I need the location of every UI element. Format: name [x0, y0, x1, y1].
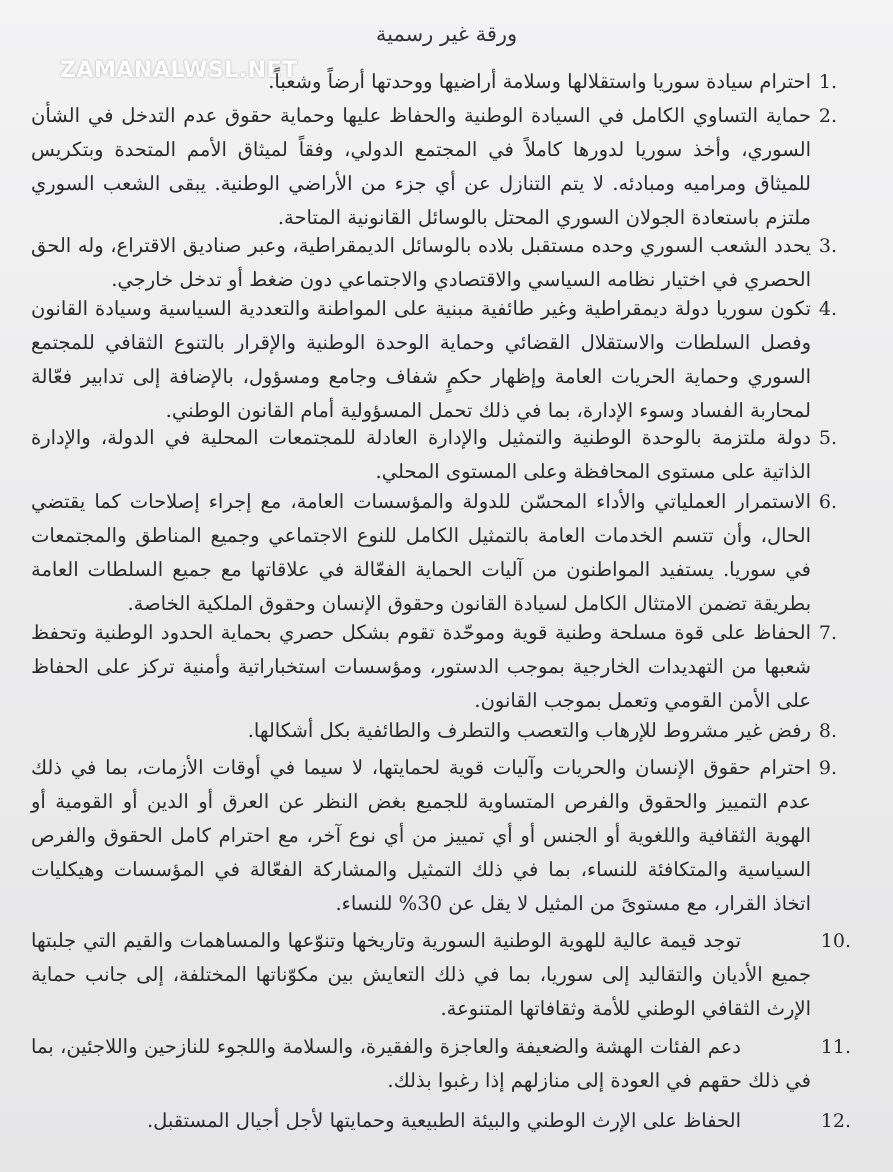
- item-text: رفض غير مشروط للإرهاب والتعصب والتطرف والطائفية بكل أشكالها.: [247, 719, 811, 742]
- item-number: 5.: [818, 427, 837, 449]
- item-text: الحفاظ على قوة مسلحة وطنية قوية وموحّدة تقوم بشكل حصري بحماية الحدود الوطنية وتحفظ شعبها من التهديدات الخارجية بموجب الدستور، ومؤسسات استخباراتية وأمنية تركز على الحفاظ على الأمن القومي وتعمل بموجب القانون.: [31, 621, 811, 712]
- item-number: 6.: [818, 491, 837, 513]
- item-text: توجد قيمة عالية للهوية الوطنية السورية وتاريخها وتنوّعها والمساهمات والقيم التي جلبتها جميع الأديان والتقاليد إلى سوريا، بما في ذلك التعايش بين مكوّناتها المختلفة، إلى جانب حماية الإرث الثقافي الوطني للأمة وثقافاتها المتنوعة.: [31, 929, 811, 1020]
- item-text: دولة ملتزمة بالوحدة الوطنية والتمثيل والإدارة العادلة للمجتمعات المحلية في الدولة، والإدارة الذاتية على مستوى المحافظة وعلى المستوى المحلي.: [31, 426, 811, 483]
- item-text: احترام حقوق الإنسان والحريات وآليات قوية لحمايتها، لا سيما في أوقات الأزمات، بما في ذلك عدم التمييز والحقوق والفرص المتساوية للجميع بغض النظر عن العرق أو الدين أو القومية أو الهوية الثقافية واللغوية أو الجنس أو أي تمييز من أي نوع آخر، مع احترام كامل الحقوق والفرص السياسية والمتكافئة للنساء، بما في ذلك التمثيل والمشاركة الفعّالة في المؤسسات وهيكليات اتخاذ القرار، مع مستوىً من المثيل لا يقل عن 30% للنساء.: [31, 756, 811, 915]
- item-number: 1.: [818, 71, 837, 93]
- item-number: 9.: [818, 757, 837, 779]
- item-number: 8.: [818, 720, 837, 742]
- item-text: تكون سوريا دولة ديمقراطية وغير طائفية مبنية على المواطنة والتعددية السياسية وسيادة القانون وفصل السلطات والاستقلال القضائي وحماية الوحدة الوطنية والإقرار بالتنوع الثقافي للمجتمع السوري وحماية الحريات العامة وإظهار حكمٍ شفاف وجامع ومسؤول، بالإضافة إلى تدابير فعّالة لمحاربة الفساد وسوء الإدارة، بما في ذلك تحمل المسؤولية أمام القانون الوطني.: [31, 297, 811, 422]
- document-title: ورقة غير رسمية: [375, 22, 518, 46]
- item-number: 4.: [818, 298, 837, 320]
- watermark-logo: ZAMANALWSL.NET: [60, 58, 298, 83]
- item-number: 7.: [818, 622, 837, 644]
- item-text: احترام سيادة سوريا واستقلالها وسلامة أراضيها ووحدتها أرضاً وشعباً.: [268, 70, 811, 93]
- item-text: يحدد الشعب السوري وحده مستقبل بلاده بالوسائل الديمقراطية، وعبر صناديق الاقتراع، وله الحق الحصري في اختيار نظامه السياسي والاقتصادي والاجتماعي دون ضغط أو تدخل خارجي.: [31, 234, 811, 291]
- item-text: الاستمرار العملياتي والأداء المحسّن للدولة والمؤسسات العامة، مع إجراء إصلاحات كما يقتضي الحال، وأن تتسم الخدمات العامة بالتمثيل الكامل للنوع الاجتماعي وجميع المناطق والمجتمعات في سوريا. يستفيد المواطنون من آليات الحماية الفعّالة في علاقاتها مع جميع السلطات العامة بطريقة تضمن الامتثال الكامل لسيادة القانون وحقوق الإنسان وحقوق الملكية الخاصة.: [31, 490, 811, 615]
- item-text: حماية التساوي الكامل في السيادة الوطنية والحفاظ عليها وحماية حقوق عدم التدخل في الشأن السوري، وأخذ سوريا لدورها كاملاً في المجتمع الدولي، وفقاً لميثاق الأمم المتحدة وبتكريس للميثاق ومراميه ومبادئه. لا يتم التنازل عن أي جزء من الأراضي الوطنية. يبقى الشعب السوري ملتزم باستعادة الجولان السوري المحتل بالوسائل القانونية المتاحة.: [31, 104, 811, 229]
- item-number: 3.: [818, 235, 837, 257]
- item-number: 10.: [820, 930, 851, 952]
- item-number: 12.: [820, 1110, 851, 1132]
- item-text: الحفاظ على الإرث الوطني والبيئة الطبيعية وحمايتها لأجل أجيال المستقبل.: [146, 1109, 741, 1132]
- item-text: دعم الفئات الهشة والضعيفة والعاجزة والفقيرة، والسلامة واللجوء للنازحين واللاجئين، بما في ذلك حقهم في العودة إلى منازلهم إذا رغبوا بذلك.: [31, 1035, 811, 1092]
- item-number: 2.: [818, 105, 837, 127]
- item-number: 11.: [820, 1036, 851, 1058]
